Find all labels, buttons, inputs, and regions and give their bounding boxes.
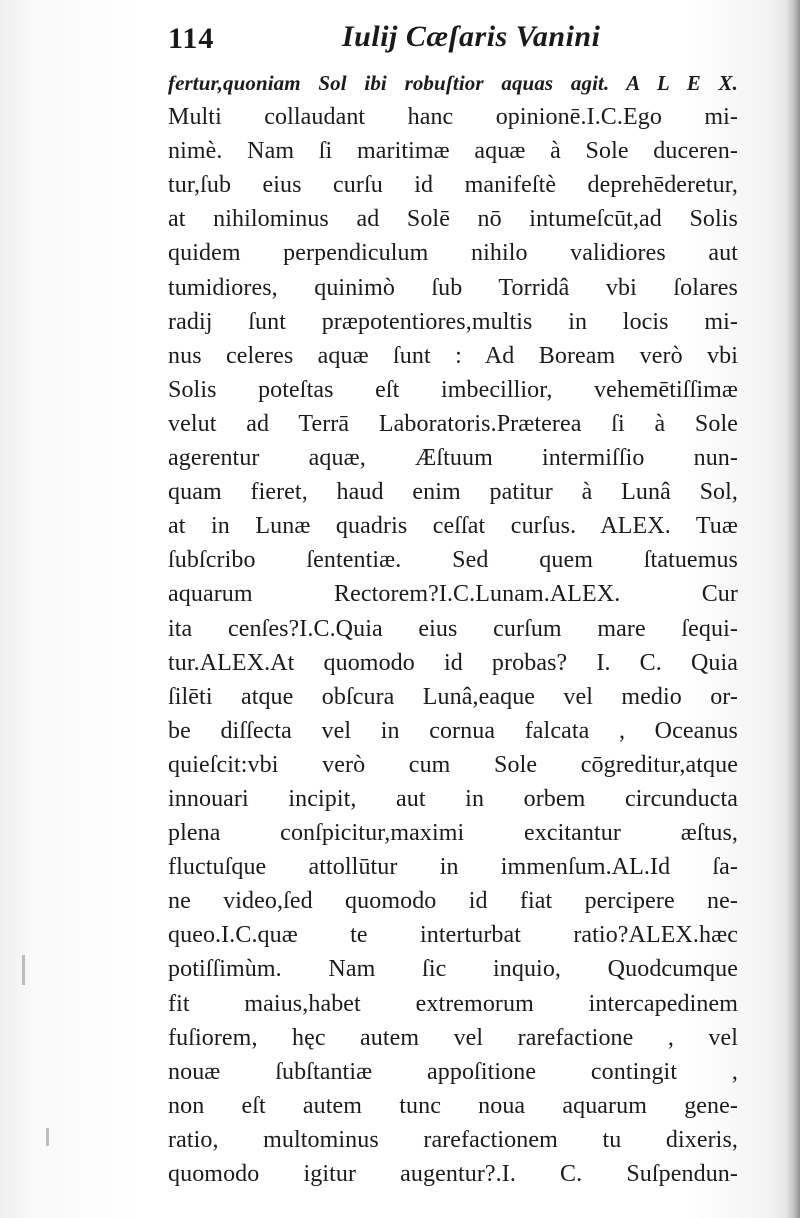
page-edge-shadow [786,0,800,1218]
text-line: tur,ſub eius curſu id manifeſtè deprehēderetur, [168,172,738,199]
text-line: innouari incipit, aut in orbem circunducta [168,785,738,812]
text-line: fertur,quoniam Sol ibi robuſtior aquas agit. A L E X. [168,71,738,95]
text-line: fuſiorem, hęc autem vel rarefactione , vel [168,1024,738,1051]
text-line: potiſſimùm. Nam ſic inquio, Quodcumque [168,956,738,983]
text-line: quieſcit:vbi verò cum Sole cōgreditur,atque [168,751,738,778]
text-line: quidem perpendiculum nihilo validiores aut [168,240,738,267]
text-line: tumidiores, quinimò ſub Torridâ vbi ſolares [168,274,738,301]
text-line: radij ſunt præpotentiores,multis in locis mi- [168,308,738,335]
text-line: quam fieret, haud enim patitur à Lunâ Sol, [168,479,738,506]
text-line: plena conſpicitur,maximi excitantur æſtus, [168,820,738,847]
text-line: tur.ALEX.At quomodo id probas? I. C. Quia [168,649,738,676]
text-line: Multi collaudant hanc opinionē.I.C.Ego mi- [168,104,738,131]
text-line: ita cenſes?I.C.Quia eius curſum mare ſequi- [168,615,738,642]
margin-mark [46,1128,49,1146]
text-line: fluctuſque attollūtur in immenſum.AL.Id ſa- [168,854,738,881]
text-line: at nihilominus ad Solē nō intumeſcūt,ad Solis [168,206,738,233]
text-line: be diſſecta vel in cornua falcata , Oceanus [168,717,738,744]
text-line: nus celeres aquæ ſunt : Ad Boream verò vbi [168,342,738,369]
text-line: fit maius,habet extremorum intercapedinem [168,990,738,1017]
text-line: queo.I.C.quæ te interturbat ratio?ALEX.hæc [168,922,738,949]
text-line: at in Lunæ quadris ceſſat curſus. ALEX. Tuæ [168,513,738,540]
text-line: ratio, multominus rarefactionem tu dixeris, [168,1126,738,1153]
text-line: ne video,ſed quomodo id fiat percipere ne- [168,888,738,915]
text-line: Solis poteſtas eſt imbecillior, vehemētiſſimæ [168,376,738,403]
text-line: agerentur aquæ, Æſtuum intermiſſio nun- [168,445,738,472]
page-number: 114 [168,22,215,55]
running-head [168,20,728,68]
text-line: non eſt autem tunc noua aquarum gene- [168,1092,738,1119]
body-text [168,66,738,1191]
text-line: quomodo igitur augentur?.I. C. Suſpendun- [168,1161,738,1187]
text-line: velut ad Terrā Laboratoris.Præterea ſi à Sole [168,410,738,437]
margin-mark [22,955,25,985]
text-line: nimè. Nam ſi maritimæ aquæ à Sole duceren- [168,138,738,165]
text-line: aquarum Rectorem?I.C.Lunam.ALEX. Cur [168,581,738,608]
text-line: nouæ ſubſtantiæ appoſitione contingit , [168,1058,738,1085]
text-line: ſilēti atque obſcura Lunâ,eaque vel medio or- [168,683,738,710]
text-line: ſubſcribo ſententiæ. Sed quem ſtatuemus [168,547,738,574]
running-title: Iulij Cæſaris Vanini [342,20,601,53]
